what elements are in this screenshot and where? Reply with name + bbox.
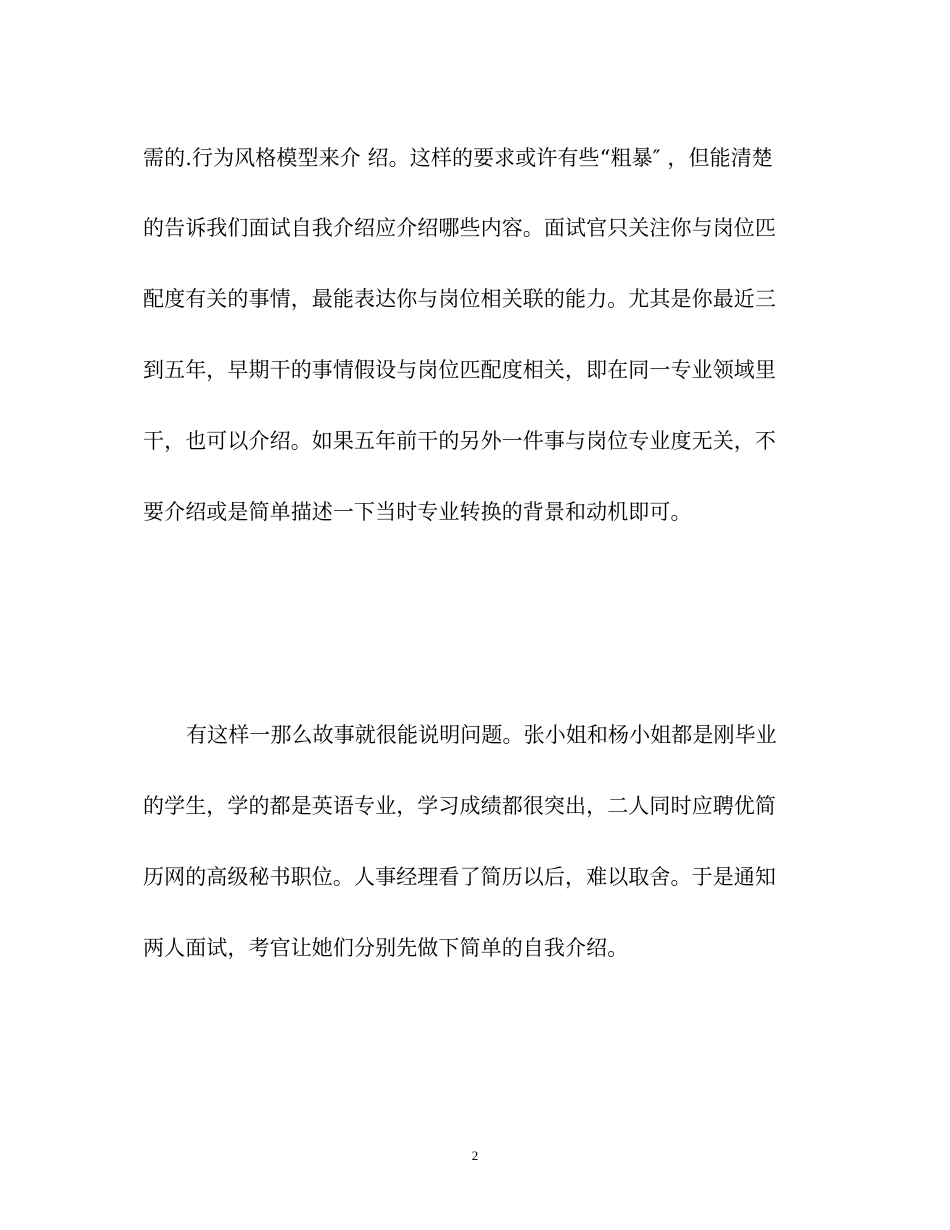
paragraph-1-line-3: 配度有关的事情，最能表达你与岗位相关联的能力。尤其是你最近三: [143, 287, 776, 311]
paragraph-2-line-3: 历网的高级秘书职位。人事经理看了简历以后，难以取舍。于是通知: [143, 865, 776, 889]
paragraph-2-line-1: 有这样一那么故事就很能说明问题。张小姐和杨小姐都是刚毕业: [186, 723, 777, 747]
paragraph-2-line-4: 两人面试，考官让她们分别先做下简单的自我介绍。: [143, 936, 629, 960]
paragraph-2-line-2: 的学生，学的都是英语专业，学习成绩都很突出，二人同时应聘优简: [143, 794, 776, 818]
paragraph-1-line-2: 的告诉我们面试自我介绍应介绍哪些内容。面试官只关注你与岗位匹: [143, 216, 776, 240]
paragraph-1-line-1: 需的.行为风格模型来介 绍。这样的要求或许有些“粗暴″ ，但能清楚: [143, 146, 773, 170]
paragraph-1-line-5: 干，也可以介绍。如果五年前干的另外一件事与岗位专业度无关，不: [143, 429, 776, 453]
paragraph-1-line-4: 到五年，早期干的事情假设与岗位匹配度相关，即在同一专业领域里: [143, 358, 776, 382]
page-number: 2: [471, 1148, 479, 1163]
paragraph-1-line-6: 要介绍或是简单描述一下当时专业转换的背景和动机即可。: [143, 500, 692, 524]
